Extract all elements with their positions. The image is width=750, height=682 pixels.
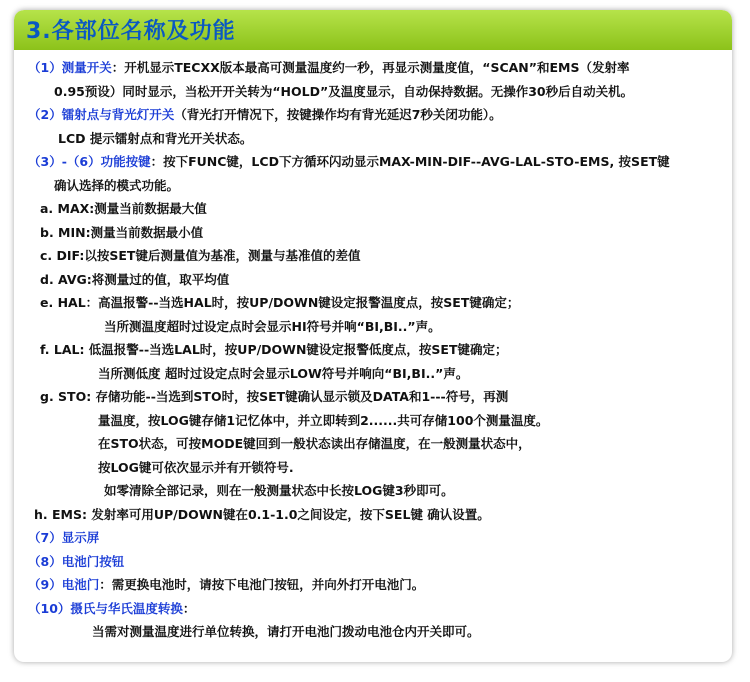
item-desc: ：按下FUNC键，LCD下方循环闪动显示MAX-MIN-DIF--AVG-LAL-STO-EMS, 按SET键	[150, 154, 670, 169]
mode-sto-line3: 在STO状态，可按MODE键回到一般状态读出存储温度，在一般测量状态中，	[98, 436, 531, 451]
item-number: （1）	[28, 60, 62, 75]
mode-sto-line4: 按LOG键可依次显示并有开锁符号.	[98, 459, 294, 475]
content-body	[28, 56, 728, 644]
item-1-line1	[28, 56, 728, 80]
mode-avg: d. AVG:将测量过的值，取平均值	[40, 271, 230, 287]
item-1-line2: 0.95预设）同时显示，当松开开关转为“HOLD”及温度显示，自动保持数据。无操作30秒后自动关机。	[54, 83, 634, 99]
mode-sto-line5: 如零清除全部记录，则在一般测量状态中长按LOG键3秒即可。	[104, 483, 454, 498]
mode-hal-line2: 当所测温度超时过设定点时会显示HI符号并响“BI,BI..”声。	[104, 318, 441, 334]
item-number: （10）	[28, 600, 71, 616]
item-7	[28, 526, 728, 550]
item-name: 电池门	[61, 577, 100, 592]
mode-max: a. MAX:测量当前数据最大值	[40, 201, 207, 216]
item-name: 测量开关	[61, 60, 112, 75]
item-9	[28, 573, 728, 597]
item-name: 摄氏与华氏温度转换	[70, 600, 183, 616]
item-name: 显示屏	[61, 530, 100, 545]
item-number: （9）	[28, 577, 62, 592]
mode-lal-line2: 当所测低度 超时过设定点时会显示LOW符号并响向“BI,BI..”声。	[98, 365, 469, 381]
item-10-line2: 当需对测量温度进行单位转换，请打开电池门拨动电池仓内开关即可。	[92, 624, 480, 639]
item-number: （7）	[28, 530, 62, 545]
item-2-line1	[28, 103, 728, 127]
mode-hal-line1: e. HAL：高温报警--当选HAL时，按UP/DOWN键设定报警温度点，按SET键确定；	[40, 295, 520, 310]
item-2-line2: LCD 提示镭射点和背光开关状态。	[58, 130, 253, 146]
item-desc: （背光打开情况下，按键操作均有背光延迟7秒关闭功能）。	[174, 107, 502, 122]
item-8	[28, 550, 728, 574]
mode-ems: h. EMS: 发射率可用UP/DOWN键在0.1-1.0之间设定，按下SEL键 确认设置。	[34, 506, 490, 522]
page-title: 3.各部位名称及功能	[26, 19, 236, 44]
item-number: （3）-（6）	[28, 154, 101, 169]
item-desc: ：	[182, 600, 196, 616]
item-3-line2: 确认选择的模式功能。	[54, 177, 180, 193]
mode-sto-line1: g. STO: 存储功能--当选到STO时，按SET键确认显示锁及DATA和1---符号，再测	[40, 389, 509, 404]
item-number: （8）	[28, 553, 62, 569]
content-card	[14, 10, 732, 662]
item-desc: ：需更换电池时，请按下电池门按钮，并向外打开电池门。	[99, 577, 425, 592]
item-name: 功能按键	[100, 154, 151, 169]
title-bar	[14, 10, 732, 50]
item-10-line1	[28, 597, 728, 621]
mode-lal-line1: f. LAL: 低温报警--当选LAL时，按UP/DOWN键设定报警低度点，按SET键确定；	[40, 342, 508, 357]
item-name: 镭射点与背光灯开关	[61, 107, 175, 122]
item-number: （2）	[28, 107, 62, 122]
item-desc: ：开机显示TECXX版本最高可测量温度约一秒，再显示测量度值，“SCAN”和EMS（发射率	[111, 60, 630, 75]
item-3-line1	[28, 150, 728, 174]
mode-dif: c. DIF:以按SET键后测量值为基准，测量与基准值的差值	[40, 248, 361, 263]
item-name: 电池门按钮	[61, 553, 125, 569]
mode-sto-line2: 量温度，按LOG键存储1记忆体中，并立即转到2......共可存储100个测量温度。	[98, 412, 549, 428]
mode-min: b. MIN:测量当前数据最小值	[40, 224, 204, 240]
